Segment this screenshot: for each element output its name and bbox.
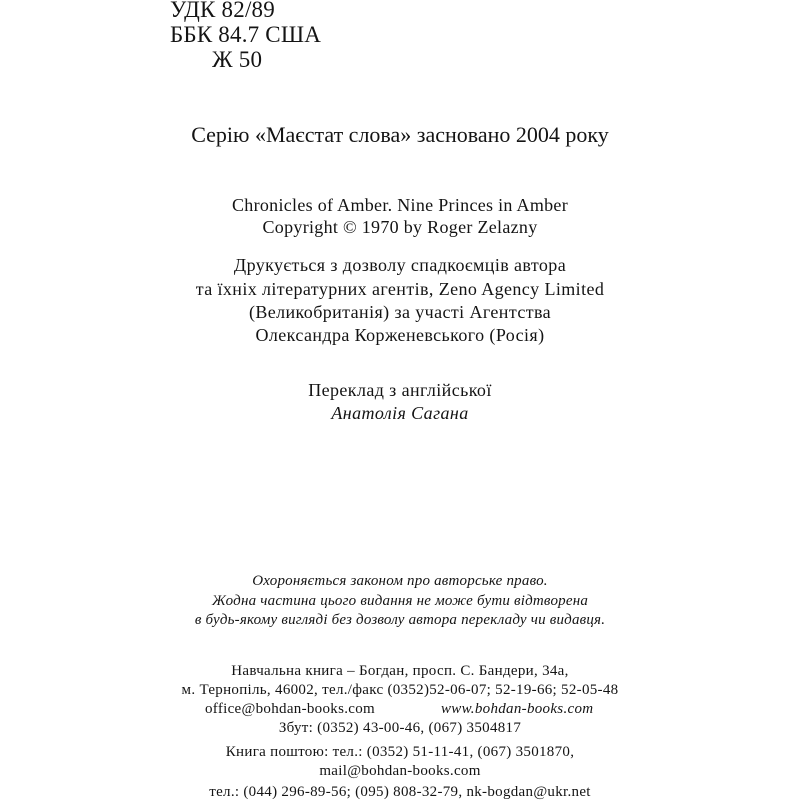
series-note: Серію «Маєстат слова» засновано 2004 року (191, 122, 609, 147)
copyright-line: Copyright © 1970 by Roger Zelazny (262, 217, 538, 237)
kyiv-contacts: тел.: (044) 296-89-56; (095) 808-32-79, nk-bogdan@ukr.net (209, 784, 591, 800)
permission-line: та їхніх літературних агентів, Zeno Agency Limited (195, 279, 605, 299)
mail-order-email: mail@bohdan-books.com (319, 763, 481, 779)
permission-line: Олександра Корженевського (Росія) (255, 325, 545, 345)
author-mark: Ж 50 (212, 47, 263, 72)
translator-name: Анатолія Сагана (331, 403, 469, 423)
publisher-phones: м. Тернопіль, 46002, тел./факс (0352)52-06-07; 52-19-66; 52-05-48 (181, 682, 619, 698)
permission-line: (Великобританія) за участі Агентства (248, 302, 552, 322)
rights-notice-line: Жодна частина цього видання не може бути відтворена (211, 593, 589, 609)
rights-notice-line: в будь-якому вигляді без дозволу автора перекладу чи видавця. (194, 612, 606, 628)
sales-phones: Збут: (0352) 43-00-46, (067) 3504817 (278, 720, 522, 736)
rights-notice-line: Охороняється законом про авторське право. (252, 573, 548, 589)
udk-code: УДК 82/89 (170, 0, 275, 22)
permission-line: Друкується з дозволу спадкоємців автора (233, 255, 567, 275)
publisher-email: office@bohdan-books.com (205, 701, 375, 717)
original-title: Chronicles of Amber. Nine Princes in Amber (231, 195, 569, 215)
translation-label: Переклад з англійської (308, 380, 492, 400)
publisher-address: Навчальна книга – Богдан, просп. С. Бандери, 34а, (231, 663, 569, 679)
publisher-website: www.bohdan-books.com (441, 701, 594, 717)
bbk-code: ББК 84.7 США (170, 22, 322, 47)
mail-order-phones: Книга поштою: тел.: (0352) 51-11-41, (067) 3501870, (225, 744, 575, 760)
